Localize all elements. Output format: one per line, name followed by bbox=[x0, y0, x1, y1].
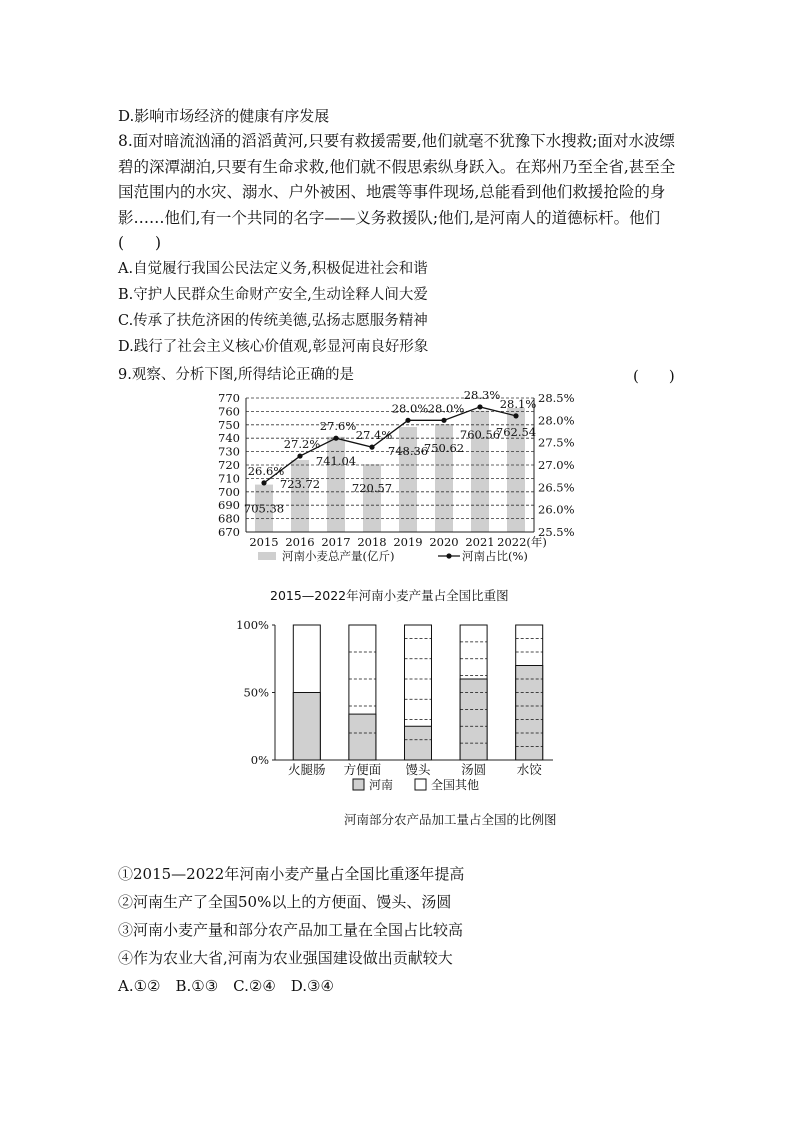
bar-value-label: 762.54 bbox=[495, 424, 537, 439]
bar-value-label: 760.56 bbox=[459, 427, 501, 442]
q8-option-c: C.传承了扶危济困的传统美德,弘扬志愿服务精神 bbox=[118, 313, 428, 329]
share-value-label: 26.6% bbox=[247, 463, 285, 478]
left-tick-label: 720 bbox=[218, 458, 240, 472]
left-tick-label: 680 bbox=[218, 511, 240, 526]
share-point bbox=[261, 480, 266, 485]
x-tick-label: 方便面 bbox=[343, 762, 382, 777]
q9-statement-2: ②河南生产了全国50%以上的方便面、馒头、汤圆 bbox=[118, 893, 452, 911]
x-tick-label: 馒头 bbox=[405, 762, 431, 777]
q8-option-b: B.守护人民群众生命财产安全,生动诠释人间大爱 bbox=[118, 287, 428, 303]
x-tick-label: 2020 bbox=[429, 535, 459, 549]
processing-share-chart bbox=[235, 615, 565, 800]
chart2-title: 河南部分农产品加工量占全国的比例图 bbox=[344, 812, 557, 827]
share-point bbox=[477, 404, 482, 409]
q7-option-d: D.影响市场经济的健康有序发展 bbox=[118, 107, 330, 125]
right-tick-label: 25.5% bbox=[538, 525, 575, 539]
y-tick-label: 0% bbox=[250, 753, 269, 767]
wheat-share-chart bbox=[200, 388, 600, 573]
q9-answer-bracket: ( ) bbox=[633, 367, 675, 385]
q9-answer-choices: A.①② B.①③ C.②④ D.③④ bbox=[118, 977, 334, 995]
y-tick-label: 100% bbox=[236, 618, 269, 632]
q9-statement-4: ④作为农业大省,河南为农业强国建设做出贡献较大 bbox=[118, 949, 453, 967]
x-tick-label: 2018 bbox=[357, 535, 387, 549]
legend-bar-swatch bbox=[258, 552, 276, 560]
bar-value-label: 741.04 bbox=[315, 453, 357, 468]
share-point bbox=[513, 413, 518, 418]
share-value-label: 27.2% bbox=[283, 437, 321, 452]
q8-option-a: A.自觉履行我国公民法定义务,积极促进社会和谐 bbox=[118, 261, 428, 277]
x-tick-label: 火腿肠 bbox=[288, 762, 326, 777]
bar-value-label: 720.57 bbox=[351, 481, 393, 496]
right-tick-label: 28.0% bbox=[538, 413, 575, 428]
bar-value-label: 723.72 bbox=[279, 477, 321, 492]
right-tick-label: 28.5% bbox=[538, 391, 575, 405]
share-value-label: 28.0% bbox=[427, 401, 465, 416]
left-tick-label: 730 bbox=[218, 444, 240, 459]
bar-2018 bbox=[363, 464, 381, 532]
legend-other-swatch bbox=[415, 779, 426, 790]
share-value-label: 28.3% bbox=[463, 388, 501, 402]
q9-statement-3: ③河南小麦产量和部分农产品加工量在全国占比较高 bbox=[118, 921, 464, 939]
right-tick-label: 26.5% bbox=[538, 480, 575, 495]
legend-line-label: 河南占比(%) bbox=[462, 549, 528, 563]
bar-henan-汤圆 bbox=[460, 679, 487, 760]
x-tick-label: 2021 bbox=[465, 535, 495, 549]
bar-henan-水饺 bbox=[516, 666, 543, 761]
x-tick-label: 汤圆 bbox=[461, 762, 487, 777]
left-tick-label: 770 bbox=[218, 391, 240, 405]
bar-value-label: 705.38 bbox=[243, 501, 285, 516]
bar-henan-火腿肠 bbox=[293, 693, 320, 761]
left-tick-label: 700 bbox=[218, 484, 240, 499]
legend-henan-label: 河南 bbox=[369, 778, 394, 792]
share-value-label: 27.6% bbox=[319, 419, 357, 434]
left-tick-label: 690 bbox=[218, 498, 240, 513]
right-tick-label: 26.0% bbox=[538, 502, 575, 517]
left-tick-label: 740 bbox=[218, 431, 240, 446]
x-tick-label: 2016 bbox=[285, 535, 315, 549]
x-tick-label: 2019 bbox=[393, 535, 423, 549]
q9-stem: 9.观察、分析下图,所得结论正确的是 bbox=[118, 367, 354, 383]
share-point bbox=[405, 418, 410, 423]
bar-henan-馒头 bbox=[405, 726, 432, 760]
q8-option-d: D.践行了社会主义核心价值观,彰显河南良好形象 bbox=[118, 339, 429, 355]
bar-value-label: 748.36 bbox=[387, 443, 429, 458]
x-tick-label: 水饺 bbox=[516, 762, 542, 777]
q9-statement-1: ①2015—2022年河南小麦产量占全国比重逐年提高 bbox=[118, 865, 465, 883]
x-tick-label: 2022(年) bbox=[497, 535, 547, 549]
bar-henan-方便面 bbox=[349, 714, 376, 760]
left-tick-label: 750 bbox=[218, 417, 240, 432]
share-point bbox=[297, 453, 302, 458]
x-tick-label: 2017 bbox=[321, 535, 351, 549]
right-tick-label: 27.5% bbox=[538, 435, 575, 450]
legend-line-point bbox=[446, 553, 451, 558]
bar-2019 bbox=[399, 427, 417, 532]
legend-other-label: 全国其他 bbox=[431, 778, 480, 792]
legend-bar-label: 河南小麦总产量(亿斤) bbox=[282, 549, 395, 563]
left-tick-label: 710 bbox=[218, 471, 240, 486]
legend-henan-swatch bbox=[353, 779, 364, 790]
left-tick-label: 760 bbox=[218, 404, 240, 419]
x-tick-label: 2015 bbox=[249, 535, 279, 549]
y-tick-label: 50% bbox=[243, 685, 269, 700]
bar-2017 bbox=[327, 437, 345, 532]
chart1-title: 2015—2022年河南小麦产量占全国比重图 bbox=[270, 588, 509, 603]
share-value-label: 27.4% bbox=[355, 428, 393, 443]
right-tick-label: 27.0% bbox=[538, 458, 575, 472]
share-point bbox=[333, 436, 338, 441]
share-point bbox=[441, 418, 446, 423]
bar-2016 bbox=[291, 460, 309, 532]
share-point bbox=[369, 445, 374, 450]
share-value-label: 28.0% bbox=[391, 401, 429, 416]
bar-value-label: 750.62 bbox=[423, 440, 465, 455]
q8-stem: 8.面对暗流汹涌的滔滔黄河,只要有救援需要,他们就毫不犹豫下水搜救;面对水波缥碧的深潭湖泊,只要有生命求救,他们就不假思索纵身跃入。在郑州乃至全省,甚至全国范围内的水灾、溺水、户外被困、地震等事件现场,总能看到他们救援抢险的身影……他们,有一个共同的名字——义务救援队;他们,是河南人的道德标杆。他们( ) bbox=[118, 132, 676, 252]
share-value-label: 28.1% bbox=[499, 396, 537, 411]
left-tick-label: 670 bbox=[218, 525, 240, 539]
